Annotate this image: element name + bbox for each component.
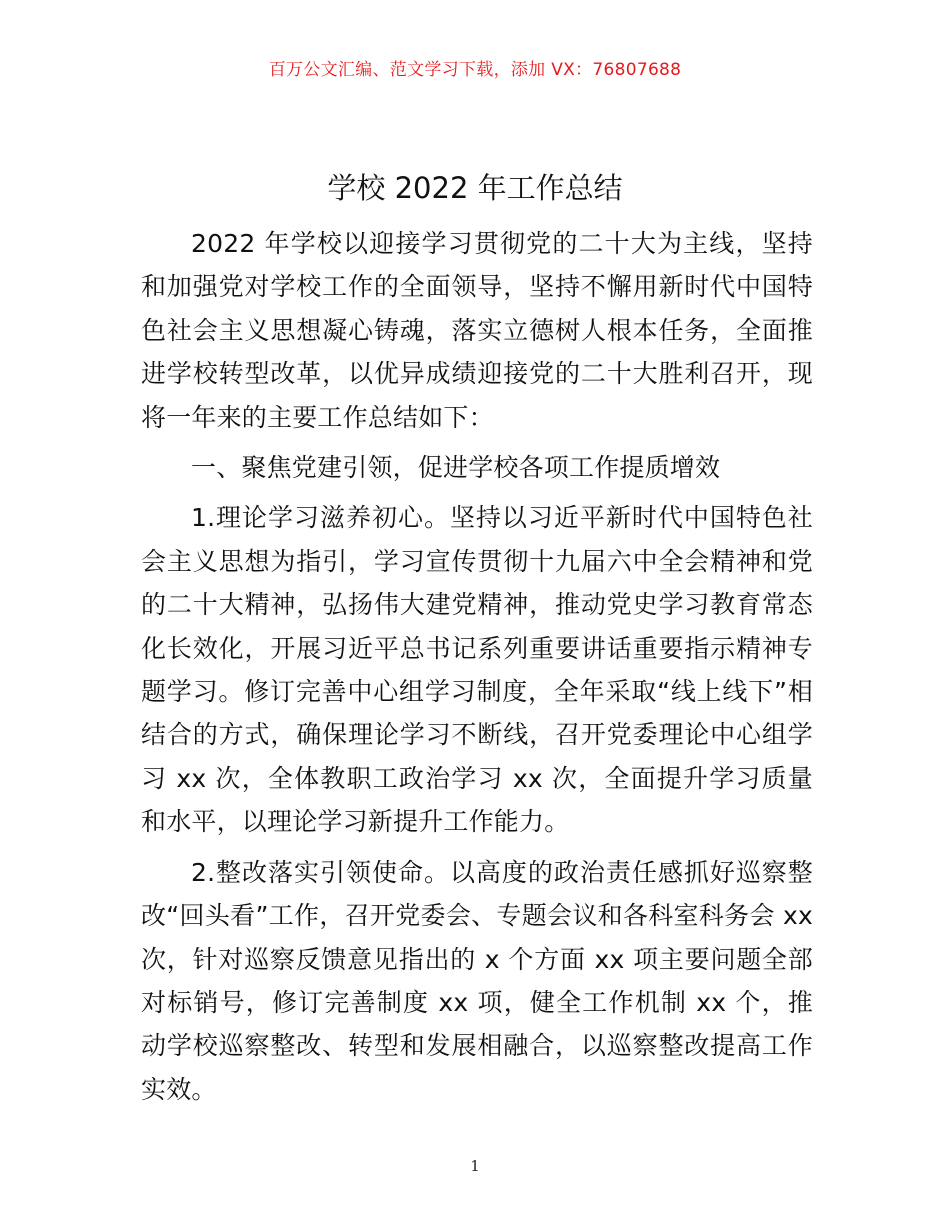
- page-title: 学校 2022 年工作总结: [327, 171, 623, 205]
- header-banner: 百万公文汇编、范文学习下载，添加 VX：76807688: [268, 60, 682, 80]
- section-heading: 一、聚焦党建引领，促进学校各项工作提质增效: [191, 453, 721, 483]
- intro-paragraph: 2022 年学校以迎接学习贯彻党的二十大为主线，坚持和加强党对学校工作的全面领导，坚持不懈用新时代中国特色社会主义思想凝心铸魂，落实立德树人根本任务，全面推进学校转型改革，以优异成绩迎接党的二十大胜利召开，现将一年来的主要工作总结如下：: [141, 229, 813, 432]
- page-number: 1: [470, 1157, 480, 1175]
- document-body: [141, 222, 813, 1111]
- item-paragraph-2: 2.整改落实引领使命。以高度的政治责任感抓好巡察整改“回头看”工作，召开党委会、专题会议和各科室科务会 xx 次，针对巡察反馈意见指出的 x 个方面 xx 项主要问题全部对标销号，修订完善制度 xx 项，健全工作机制 xx 个，推动学校巡察整改、转型和发展相融合，以巡察整改提高工作实效。: [141, 857, 813, 1104]
- item-paragraph-1: 1.理论学习滋养初心。坚持以习近平新时代中国特色社会主义思想为指引，学习宣传贯彻十九届六中全会精神和党的二十大精神，弘扬伟大建党精神，推动党史学习教育常态化长效化，开展习近平总书记系列重要讲话重要指示精神专题学习。修订完善中心组学习制度，全年采取“线上线下”相结合的方式，确保理论学习不断线，召开党委理论中心组学习 xx 次，全体教职工政治学习 xx 次，全面提升学习质量和水平，以理论学习新提升工作能力。: [141, 503, 813, 837]
